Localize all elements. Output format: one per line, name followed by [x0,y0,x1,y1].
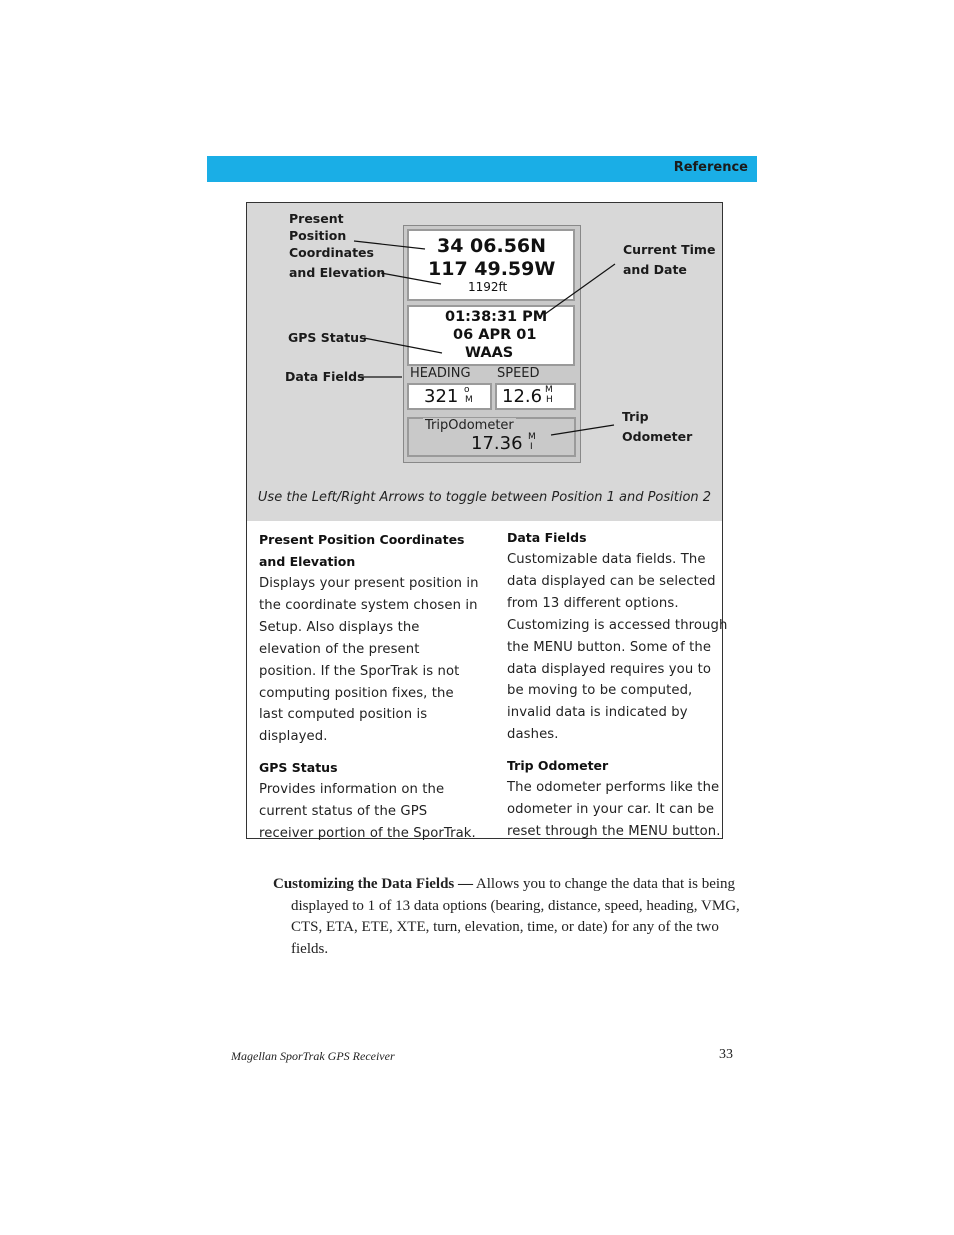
label-current-time: Current Time and Date [623,242,716,277]
gps-status-display: WAAS [465,345,514,361]
page-number: 33 [719,1047,733,1062]
paragraph-lead: Customizing the Data Fields — [273,876,473,892]
diagram-area [247,203,722,521]
label-present-position: Present Position Coordinates and Elevation [289,211,386,280]
date-display: 06 APR 01 [453,327,537,343]
section-title-present-position: Present Position Coordinates and Elevation [259,532,465,569]
data-field-1 [407,383,492,410]
label-data-fields: Data Fields [285,369,365,384]
section-header-bar [207,156,757,182]
section-title-data-fields: Data Fields [507,530,587,545]
odometer-label: TripOdometer [425,418,514,433]
section-body-present-position: Displays your present position in the coordinate system chosen in Setup. Also displays the elevation of the present position. If the SporTrak is not computing position fixes, the last computed position is displayed. [259,576,479,745]
field1-value: 321 [424,386,459,407]
data-field-2 [495,383,576,410]
status-panel [407,305,575,366]
field2-unit-top: M [545,385,553,395]
footer-title: Magellan SporTrak GPS Receiver [231,1049,395,1063]
odometer-unit-bottom: I [530,442,533,452]
elevation: 1192ft [468,280,508,294]
longitude: 117 49.59W [428,258,556,280]
section-title-trip-odometer: Trip Odometer [507,758,609,774]
reference-figure [246,202,728,842]
position-panel [407,229,575,301]
label-trip-odometer: Trip Odometer [622,409,693,444]
section-title: Reference [673,160,748,175]
trip-odometer-panel [407,417,576,457]
section-body-trip-odometer: The odometer performs like the odometer in your car. It can be reset through the MENU button. [507,780,721,839]
paragraph-text: Allows you to change the data that is being displayed to 1 of 13 data options (bearing, distance, speed, heading, VMG, CTS, ETA, ETE, XTE, turn, elevation, time, or date) for any of the two fields. [291,876,740,958]
section-body-gps-status: Provides information on the current status of the GPS receiver portion of the SporTrak. [259,782,476,842]
odometer-unit-top: M [528,432,536,442]
latitude: 34 06.56N [437,235,547,257]
field1-unit-top: o [464,385,470,395]
section-body-data-fields: Customizable data fields. The data displayed can be selected from 13 different options. Customizing is accessed through the MENU button. Some of the data displayed requires you to be moving to be computed, invalid data is indicated by dashes. [507,552,728,743]
gps-screen [403,225,581,463]
section-title-gps-status: GPS Status [259,760,338,776]
customizing-paragraph [273,874,741,961]
odometer-value: 17.36 [471,433,523,454]
figure-caption: Use the Left/Right Arrows to toggle between Position 1 and Position 2 [257,490,712,505]
field1-unit-bottom: M [465,395,473,405]
field1-label: HEADING [410,366,471,381]
field2-label: SPEED [497,366,540,381]
time-display: 01:38:31 PM [445,309,548,325]
right-column [507,527,729,852]
field2-unit-bottom: H [546,395,553,405]
label-gps-status: GPS Status [288,330,367,345]
left-column [259,529,481,854]
field2-value: 12.6 [502,386,543,407]
